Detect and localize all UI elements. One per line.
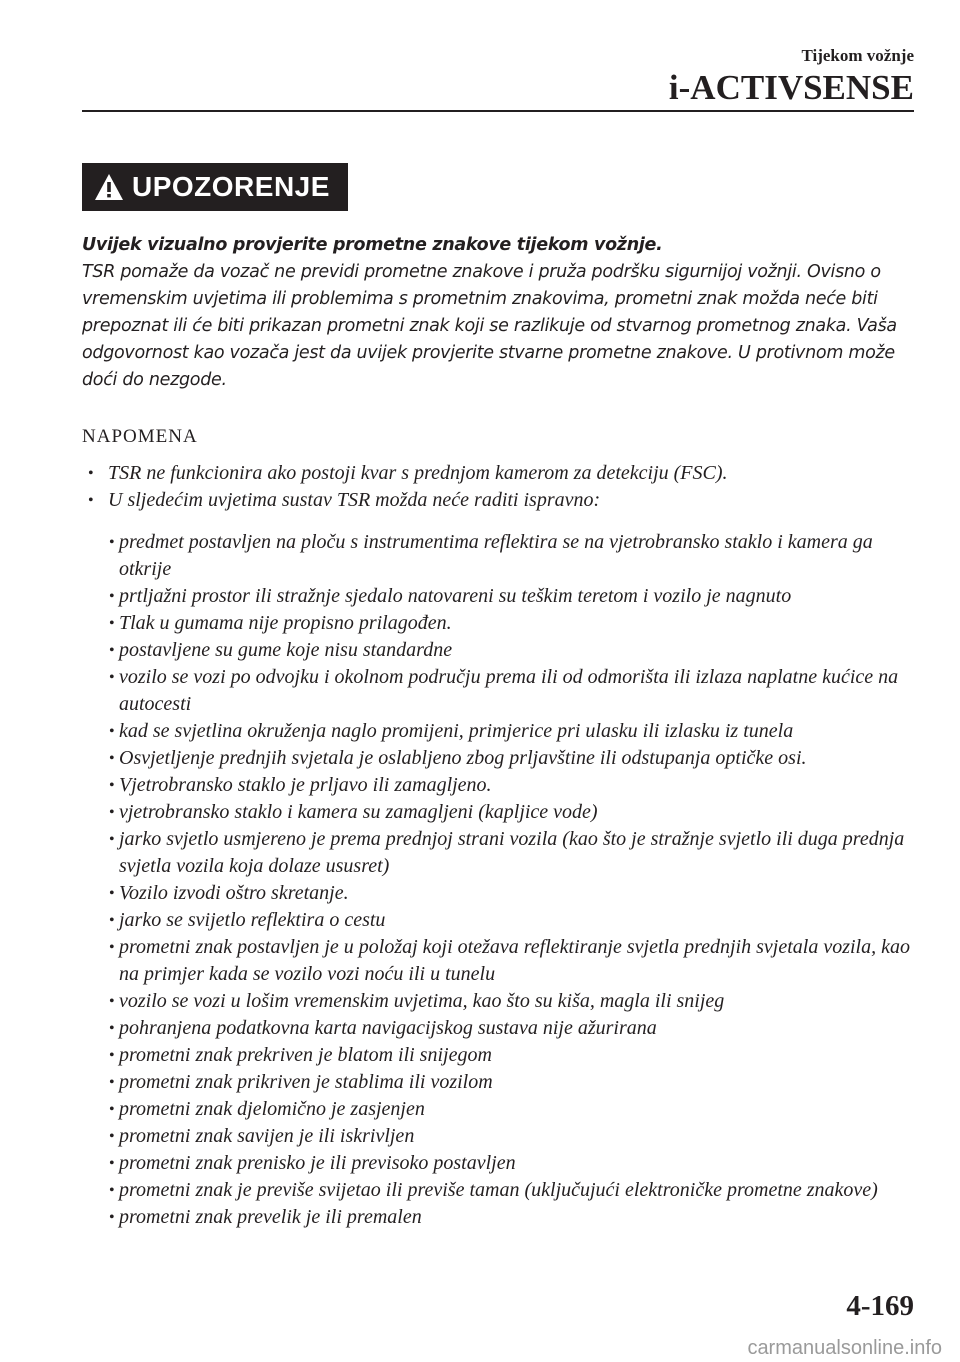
bullet: •	[109, 615, 115, 632]
condition-item: • predmet postavljen na ploču s instrumentima reflektira se na vjetrobransko staklo i kamera ga otkrije	[109, 531, 873, 580]
bullet: •	[109, 1101, 115, 1118]
condition-item: • jarko se svijetlo reflektira o cestu	[82, 907, 918, 934]
condition-item: • prometni znak postavljen je u položaj koji otežava reflektiranje svjetla prednjih svjetala vozila, kao na primjer kada se vozilo vozi noću ili u tunelu	[109, 936, 910, 985]
warning-badge	[82, 163, 348, 211]
condition-item: • Tlak u gumama nije propisno prilagođen.	[82, 610, 918, 637]
bullet: •	[109, 669, 115, 686]
warning-lead: Uvijek vizualno provjerite prometne znakove tijekom vožnje.	[82, 235, 663, 255]
bullet: •	[109, 642, 115, 659]
condition-item: • prometni znak prevelik je ili premalen	[82, 1204, 918, 1231]
warning-body: TSR pomaže da vozač ne previdi prometne znakove i pruža podršku sigurnijoj vožnji. Ovisno o vremenskim uvjetima ili problemima s prometnim znakovima, prometni znak možda neće biti prepoznat ili će biti prikazan prometni znak koji se razlikuje od stvarnog prometnog znaka. Vaša odgovornost kao vozača jest da uvijek provjerite stvarne prometne znakove. U protivnom može doći do nezgode.	[82, 262, 897, 390]
section-title: Tijekom vožnje	[801, 46, 914, 65]
bullet: •	[109, 885, 115, 902]
condition-item: • prtljažni prostor ili stražnje sjedalo natovareni su teškim teretom i vozilo je nagnuto	[82, 583, 918, 610]
condition-item: • prometni znak prenisko je ili previsoko postavljen	[82, 1150, 918, 1177]
bullet: •	[109, 777, 115, 794]
condition-item: • prometni znak prekriven je blatom ili snijegom	[82, 1042, 918, 1069]
bullet: •	[109, 804, 115, 821]
condition-item: • prometni znak je previše svijetao ili previše taman (uključujući elektroničke prometne znakove)	[82, 1177, 918, 1204]
condition-item: • kad se svjetlina okruženja naglo promijeni, primjerice pri ulasku ili izlasku iz tunela	[82, 718, 918, 745]
bullet: •	[109, 1182, 115, 1199]
note-title: NAPOMENA	[82, 426, 198, 447]
bullet: •	[88, 492, 94, 509]
page-number: 4-169	[846, 1290, 914, 1322]
note-list	[82, 460, 918, 1231]
bullet: •	[109, 723, 115, 740]
condition-item: • postavljene su gume koje nisu standardne	[82, 637, 918, 664]
bullet: •	[109, 831, 115, 848]
condition-item: • vjetrobransko staklo i kamera su zamagljeni (kapljice vode)	[82, 799, 918, 826]
bullet: •	[109, 1155, 115, 1172]
list-item: • U sljedećim uvjetima sustav TSR možda neće raditi ispravno:	[82, 487, 918, 514]
condition-item: • prometni znak savijen je ili iskrivljen	[82, 1123, 918, 1150]
bullet: •	[109, 750, 115, 767]
condition-item: • vozilo se vozi u lošim vremenskim uvjetima, kao što su kiša, magla ili snijeg	[82, 988, 918, 1015]
condition-item: • Vozilo izvodi oštro skretanje.	[82, 880, 918, 907]
condition-item: • prometni znak prikriven je stablima ili vozilom	[82, 1069, 918, 1096]
bullet: •	[109, 1020, 115, 1037]
warning-text	[82, 232, 918, 394]
bullet: •	[109, 1128, 115, 1145]
condition-item: • Vjetrobransko staklo je prljavo ili zamagljeno.	[82, 772, 918, 799]
condition-item: • vozilo se vozi po odvojku i okolnom području prema ili od odmorišta ili izlaza naplatne kućice na autocesti	[109, 666, 899, 715]
list-item: • TSR ne funkcionira ako postoji kvar s prednjom kamerom za detekciju (FSC).	[82, 460, 918, 487]
bullet: •	[88, 465, 94, 482]
bullet: •	[109, 912, 115, 929]
chapter-title: i-ACTIVSENSE	[668, 68, 914, 107]
bullet: •	[109, 1074, 115, 1091]
page-header	[669, 46, 914, 108]
bullet: •	[109, 588, 115, 605]
condition-item: • prometni znak djelomično je zasjenjen	[82, 1096, 918, 1123]
warning-triangle-icon	[94, 173, 124, 201]
condition-item: • jarko svjetlo usmjereno je prema prednjoj strani vozila (kao što je stražnje svjetlo ili duga prednja svjetla vozila koja dolaze ususret)	[109, 828, 905, 877]
bullet: •	[109, 993, 115, 1010]
condition-item: • Osvjetljenje prednjih svjetala je oslabljeno zbog prljavštine ili odstupanja optičke osi.	[82, 745, 918, 772]
bullet: •	[109, 1047, 115, 1064]
bullet: •	[109, 534, 115, 551]
header-divider	[82, 110, 914, 112]
footer-watermark: carmanualsonline.info	[747, 1337, 942, 1359]
bullet: •	[109, 1209, 115, 1226]
warning-label: UPOZORENJE	[132, 171, 330, 202]
bullet: •	[109, 939, 115, 956]
condition-item: • pohranjena podatkovna karta navigacijskog sustava nije ažurirana	[82, 1015, 918, 1042]
